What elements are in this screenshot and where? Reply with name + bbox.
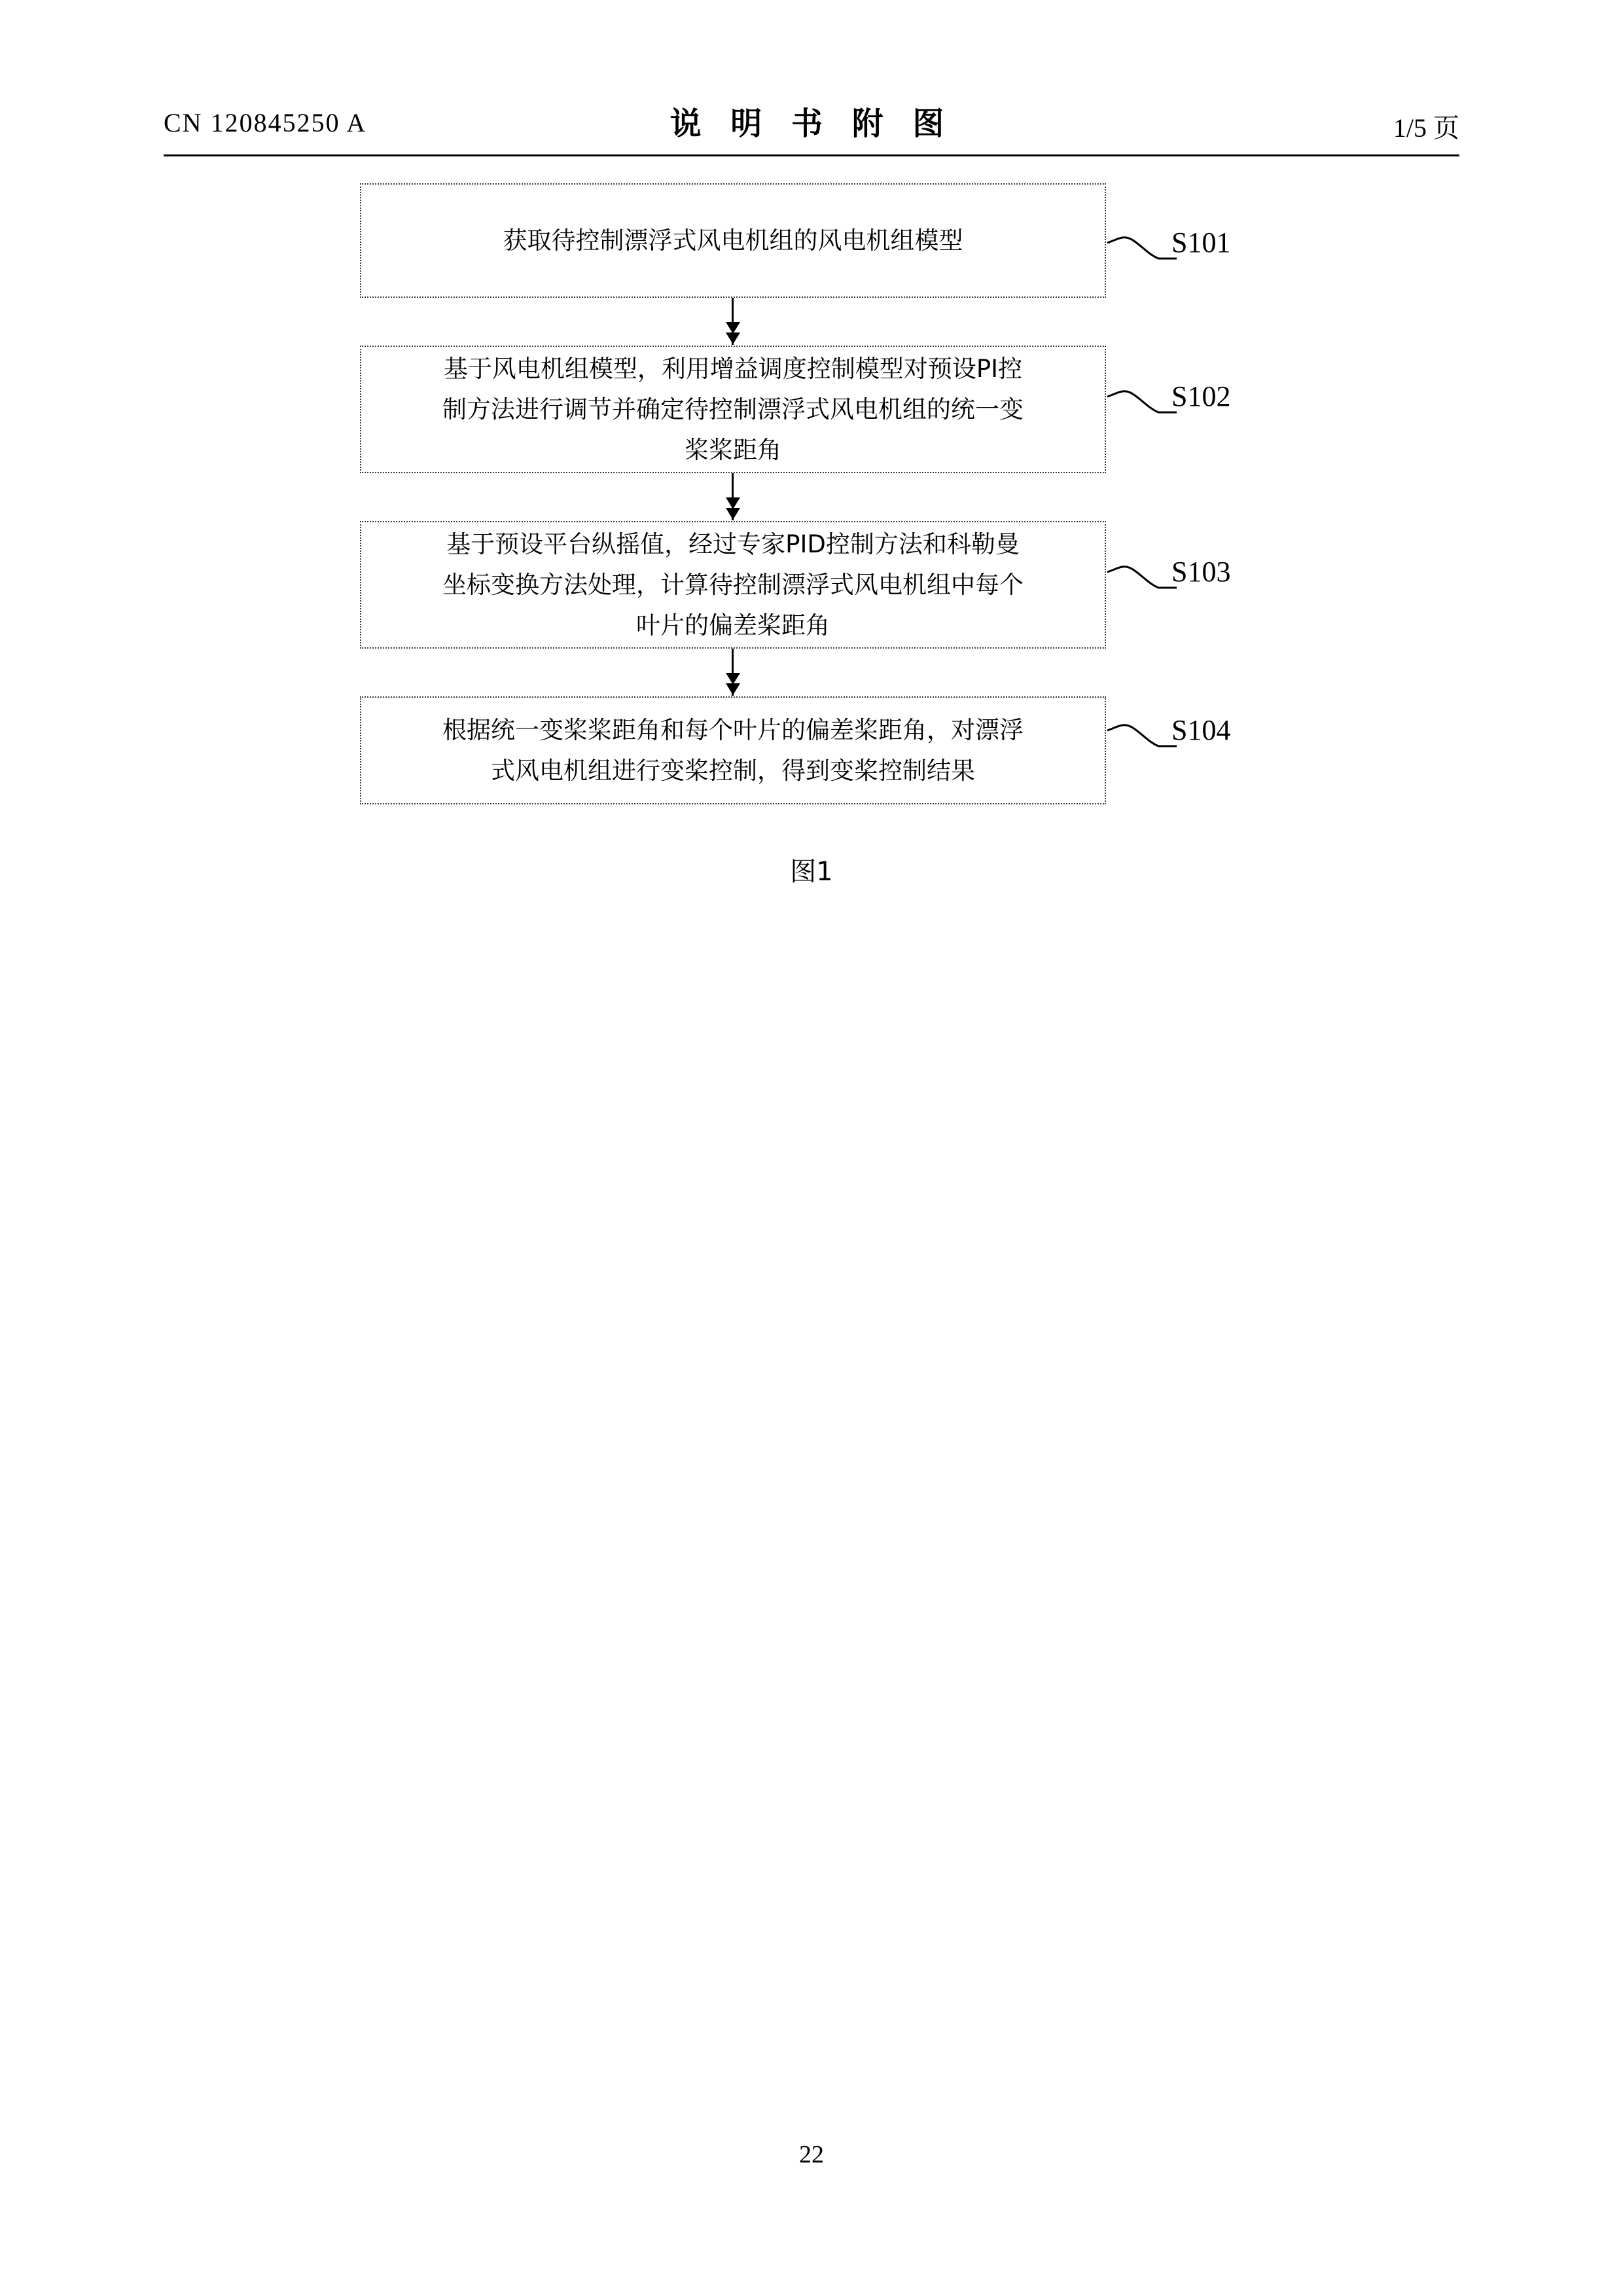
publication-number: CN 120845250 A — [164, 108, 367, 137]
flow-arrow-1-head-second — [726, 322, 740, 334]
header-divider — [164, 154, 1459, 156]
flow-box-s104-text: 根据统一变桨桨距角和每个叶片的偏差桨距角，对漂浮 式风电机组进行变桨控制，得到变桨控制结果 — [442, 715, 1024, 785]
page-indicator: 1/5 页 — [1393, 113, 1459, 143]
flow-box-s103-text: 基于预设平台纵摇值，经过专家PID控制方法和科勒曼 坐标变换方法处理，计算待控制漂浮式风电机组中每个 叶片的偏差桨距角 — [442, 529, 1024, 639]
flow-box-s101-text: 获取待控制漂浮式风电机组的风电机组模型 — [503, 226, 963, 255]
flow-box-s101 — [360, 183, 1106, 298]
step-label-s103: S103 — [1171, 556, 1231, 588]
page-number: 22 — [799, 2141, 824, 2168]
flow-box-s104 — [360, 696, 1106, 804]
flow-box-s103 — [360, 521, 1106, 649]
flow-arrow-2-head-second — [726, 497, 740, 509]
figure-caption: 图1 — [790, 857, 833, 887]
step-leader-s104 — [1106, 720, 1178, 759]
flow-box-s102 — [360, 346, 1106, 473]
flow-arrow-2-head — [726, 508, 740, 520]
flow-box-s102-text: 基于风电机组模型，利用增益调度控制模型对预设PI控 制方法进行调节并确定待控制漂浮式风电机组的统一变 桨桨距角 — [442, 354, 1024, 464]
step-leader-s102 — [1106, 386, 1178, 425]
step-label-s104: S104 — [1171, 714, 1231, 746]
page-header — [164, 98, 1459, 157]
step-leader-s103 — [1106, 562, 1178, 601]
flow-arrow-3-head — [726, 683, 740, 695]
step-leader-s101 — [1106, 232, 1178, 272]
flow-arrow-1-head — [726, 332, 740, 344]
step-label-s101: S101 — [1171, 226, 1231, 259]
page-title: 说 明 书 附 图 — [669, 105, 954, 142]
step-label-s102: S102 — [1171, 380, 1231, 412]
flow-arrow-3-head-second — [726, 673, 740, 685]
